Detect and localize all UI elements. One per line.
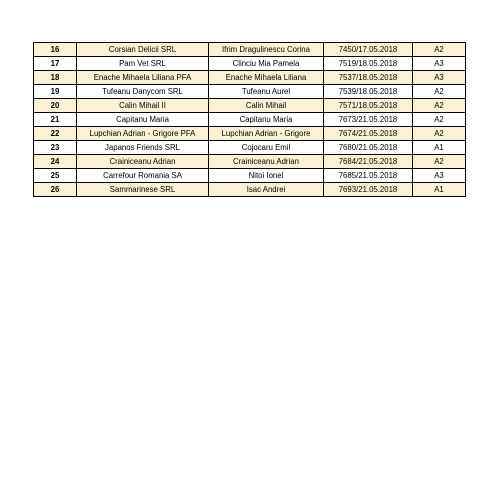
cell-representative: Tufeanu Aurel	[209, 85, 324, 99]
cell-company: Calin Mihail II	[77, 99, 209, 113]
cell-number: 16	[34, 43, 77, 57]
cell-registration-number: 7680/21.05.2018	[324, 141, 413, 155]
cell-representative: Clinciu Mia Pamela	[209, 57, 324, 71]
cell-registration-number: 7537/18.05.2018	[324, 71, 413, 85]
cell-category: A3	[413, 57, 466, 71]
cell-company: Corsian Delicii SRL	[77, 43, 209, 57]
cell-category: A2	[413, 155, 466, 169]
cell-representative: Capitanu Maria	[209, 113, 324, 127]
cell-representative: Cojocaru Emil	[209, 141, 324, 155]
cell-number: 26	[34, 183, 77, 197]
registry-table-body	[34, 43, 466, 197]
cell-category: A2	[413, 113, 466, 127]
cell-representative: Ifrim Dragulinescu Corina	[209, 43, 324, 57]
cell-registration-number: 7673/21.05.2018	[324, 113, 413, 127]
cell-category: A2	[413, 43, 466, 57]
table-row	[34, 169, 466, 183]
cell-registration-number: 7519/18.05.2018	[324, 57, 413, 71]
cell-registration-number: 7685/21.05.2018	[324, 169, 413, 183]
cell-representative: Enache Mihaela Liliana	[209, 71, 324, 85]
cell-representative: Nitoi Ionel	[209, 169, 324, 183]
cell-representative: Crainiceanu Adrian	[209, 155, 324, 169]
cell-company: Enache Mihaela Liliana PFA	[77, 71, 209, 85]
cell-number: 24	[34, 155, 77, 169]
cell-company: Capitanu Maria	[77, 113, 209, 127]
table-row	[34, 127, 466, 141]
cell-registration-number: 7450/17.05.2018	[324, 43, 413, 57]
cell-category: A2	[413, 99, 466, 113]
cell-company: Sammarinese SRL	[77, 183, 209, 197]
registry-table	[33, 42, 466, 197]
table-row	[34, 71, 466, 85]
table-row	[34, 43, 466, 57]
table-row	[34, 155, 466, 169]
table-row	[34, 57, 466, 71]
cell-category: A1	[413, 183, 466, 197]
cell-registration-number: 7693/21.05.2018	[324, 183, 413, 197]
cell-company: Lupchian Adrian - Grigore PFA	[77, 127, 209, 141]
cell-registration-number: 7684/21.05.2018	[324, 155, 413, 169]
cell-number: 23	[34, 141, 77, 155]
cell-number: 22	[34, 127, 77, 141]
cell-category: A3	[413, 71, 466, 85]
cell-representative: Isac Andrei	[209, 183, 324, 197]
cell-registration-number: 7571/18.05.2018	[324, 99, 413, 113]
table-row	[34, 113, 466, 127]
cell-category: A1	[413, 141, 466, 155]
cell-company: Pam Vet SRL	[77, 57, 209, 71]
cell-category: A2	[413, 127, 466, 141]
cell-representative: Lupchian Adrian - Grigore	[209, 127, 324, 141]
cell-registration-number: 7539/18.05.2018	[324, 85, 413, 99]
cell-category: A3	[413, 169, 466, 183]
cell-company: Japanos Friends SRL	[77, 141, 209, 155]
cell-representative: Calin Mihail	[209, 99, 324, 113]
table-row	[34, 141, 466, 155]
cell-category: A2	[413, 85, 466, 99]
cell-number: 20	[34, 99, 77, 113]
cell-company: Crainiceanu Adrian	[77, 155, 209, 169]
cell-company: Carrefour Romania SA	[77, 169, 209, 183]
cell-number: 21	[34, 113, 77, 127]
cell-number: 17	[34, 57, 77, 71]
cell-company: Tufeanu Danycom SRL	[77, 85, 209, 99]
table-row	[34, 183, 466, 197]
cell-number: 18	[34, 71, 77, 85]
cell-registration-number: 7674/21.05.2018	[324, 127, 413, 141]
table-row	[34, 99, 466, 113]
table-row	[34, 85, 466, 99]
cell-number: 19	[34, 85, 77, 99]
cell-number: 25	[34, 169, 77, 183]
